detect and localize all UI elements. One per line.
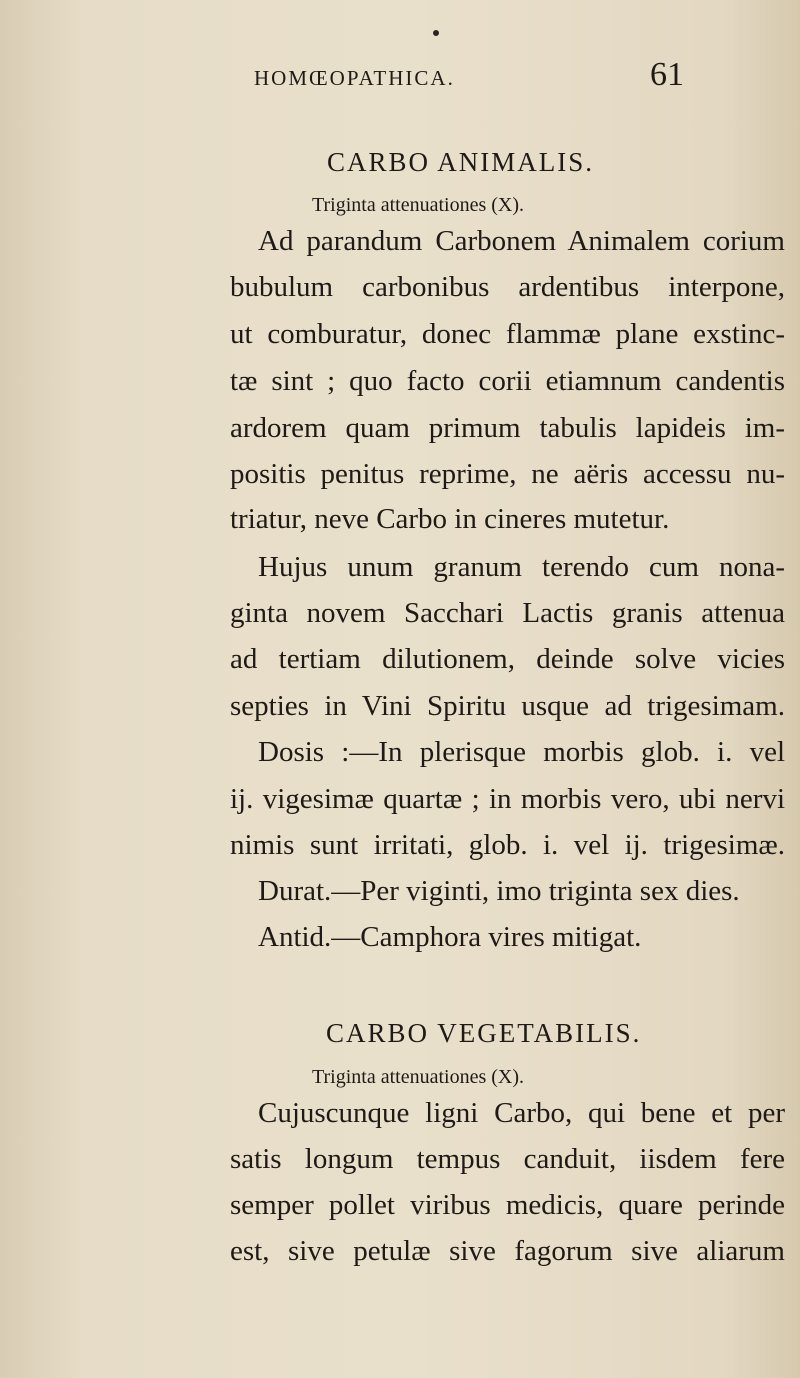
text-line: satis longum tempus canduit, iisdem fere — [230, 1143, 785, 1175]
text-line: Durat.—Per viginti, imo triginta sex dies. — [258, 875, 740, 907]
section-subheading: Triginta attenuationes (X). — [312, 1066, 525, 1088]
text-line: Antid.—Camphora vires mitigat. — [258, 921, 642, 953]
text-line: ginta novem Sacchari Lactis granis attenua — [230, 597, 785, 629]
running-head — [254, 56, 684, 100]
text-line: ardorem quam primum tabulis lapideis im- — [230, 412, 785, 444]
text-line: Hujus unum granum terendo cum nona- — [258, 551, 785, 583]
text-line: septies in Vini Spiritu usque ad trigesimam. — [230, 690, 785, 722]
text-line: tæ sint ; quo facto corii etiamnum candentis — [230, 365, 785, 397]
text-line: Dosis :—In plerisque morbis glob. i. vel — [258, 736, 785, 768]
text-line: Ad parandum Carbonem Animalem corium — [258, 225, 785, 257]
text-line: positis penitus reprime, ne aëris accessu nu- — [230, 458, 785, 490]
text-line: semper pollet viribus medicis, quare perinde — [230, 1189, 785, 1221]
section-heading: CARBO ANIMALIS. — [327, 147, 595, 177]
page-number: 61 — [650, 56, 684, 93]
text-line: ij. vigesimæ quartæ ; in morbis vero, ubi nervi — [230, 783, 785, 815]
section-subheading: Triginta attenuationes (X). — [312, 194, 525, 216]
text-line: ad tertiam dilutionem, deinde solve vicies — [230, 643, 785, 675]
text-line: bubulum carbonibus ardentibus interpone, — [230, 271, 785, 303]
running-title: HOMŒOPATHICA. — [254, 66, 455, 90]
text-line: Cujuscunque ligni Carbo, qui bene et per — [258, 1097, 785, 1129]
section-heading: CARBO VEGETABILIS. — [326, 1018, 642, 1048]
text-line: est, sive petulæ sive fagorum sive aliarum — [230, 1235, 785, 1267]
text-line: ut comburatur, donec flammæ plane exstinc- — [230, 318, 785, 350]
text-line: nimis sunt irritati, glob. i. vel ij. trigesimæ. — [230, 829, 785, 861]
ink-dot — [433, 30, 439, 36]
text-line: triatur, neve Carbo in cineres mutetur. — [230, 503, 670, 535]
